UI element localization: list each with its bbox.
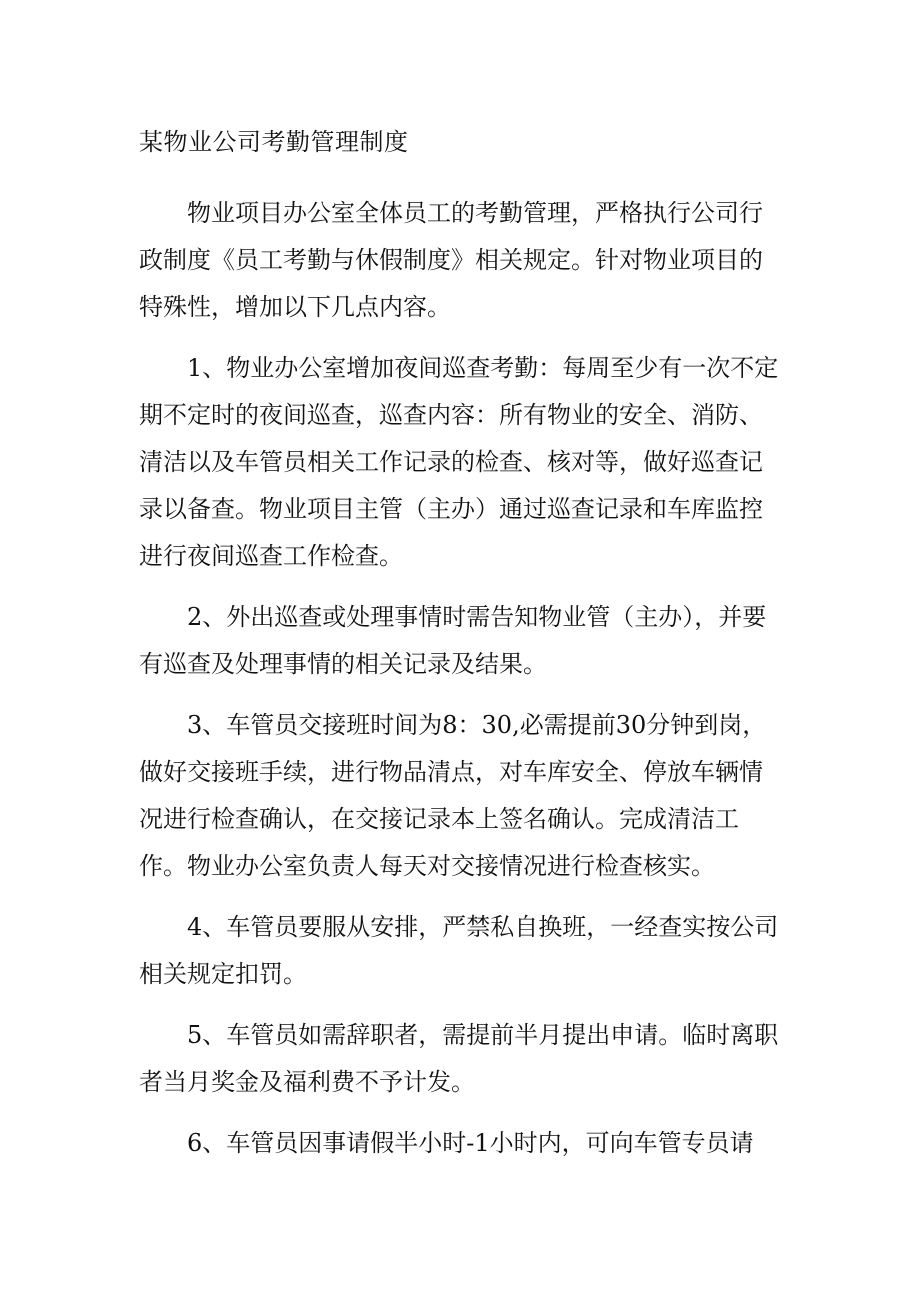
- rule-1-paragraph: 1、物业办公室增加夜间巡查考勤：每周至少有一次不定期不定时的夜间巡查，巡查内容：所有物业的安全、消防、清洁以及车管员相关工作记录的检查、核对等，做好巡查记录以备查。物业项目主管（主办）通过巡查记录和车库监控进行夜间巡查工作检查。: [139, 354, 779, 570]
- rule-4-paragraph: 4、车管员要服从安排，严禁私自换班，一经查实按公司相关规定扣罚。: [139, 913, 779, 988]
- intro-paragraph: 物业项目办公室全体员工的考勤管理，严格执行公司行政制度《员工考勤与休假制度》相关规定。针对物业项目的特殊性，增加以下几点内容。: [139, 199, 763, 321]
- document-body: [139, 190, 779, 1181]
- rule-2-paragraph: 2、外出巡查或处理事情时需告知物业管（主办），并要有巡查及处理事情的相关记录及结果。: [139, 603, 767, 678]
- document-title: 某物业公司考勤管理制度: [139, 128, 409, 156]
- rule-3-paragraph: 3、车管员交接班时间为8：30,必需提前30分钟到岗，做好交接班手续，进行物品清点，对车库安全、停放车辆情况进行检查确认，在交接记录本上签名确认。完成清洁工作。物业办公室负责人每天对交接情况进行检查核实。: [139, 711, 767, 880]
- rule-6-paragraph: 6、车管员因事请假半小时-1小时内，可向车管专员请: [187, 1129, 754, 1157]
- rule-5-paragraph: 5、车管员如需辞职者，需提前半月提出申请。临时离职者当月奖金及福利费不予计发。: [139, 1021, 779, 1096]
